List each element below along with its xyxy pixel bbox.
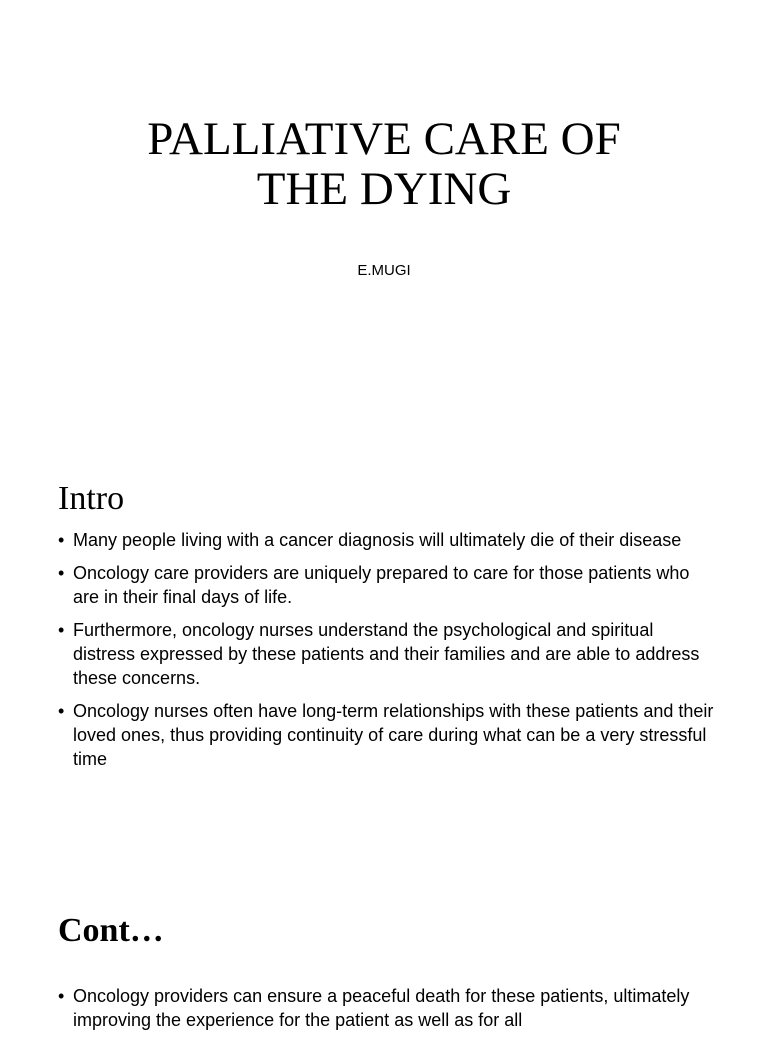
bullet-item [58, 618, 718, 690]
bullet-item [58, 561, 718, 609]
bullet-text: Many people living with a cancer diagnosis will ultimately die of their disease [73, 530, 682, 550]
bullet-marker: • [58, 986, 65, 1006]
bullet-item [58, 528, 718, 552]
title-line-1: PALLIATIVE CARE OF [147, 113, 621, 165]
bullet-marker: • [58, 620, 65, 640]
bullet-item [58, 699, 718, 771]
bullet-marker: • [58, 563, 65, 583]
bullet-list [58, 984, 718, 1041]
bullet-marker: • [58, 701, 65, 721]
slide-heading: Cont… [58, 912, 164, 949]
author-name: E.MUGI [357, 262, 411, 279]
bullet-list [58, 528, 718, 780]
presentation-title [0, 114, 768, 214]
slide-heading: Intro [58, 480, 125, 517]
intro-slide [0, 432, 768, 864]
bullet-text: Oncology care providers are uniquely prepared to care for those patients who are in their final days of life. [73, 563, 690, 607]
bullet-text: Oncology nurses often have long-term relationships with these patients and their loved ones, thus providing continuity of care during what can be a very stressful time [73, 701, 714, 769]
cont-slide [0, 864, 768, 1030]
bullet-item [58, 984, 718, 1032]
bullet-text: Oncology providers can ensure a peaceful death for these patients, ultimately improving the experience for the patient as well as for all [73, 986, 690, 1030]
bullet-text: Furthermore, oncology nurses understand the psychological and spiritual distress expressed by these patients and their families and are able to address these concerns. [73, 620, 700, 688]
bullet-marker: • [58, 530, 65, 550]
title-slide [0, 0, 768, 432]
title-line-2: THE DYING [256, 163, 512, 215]
